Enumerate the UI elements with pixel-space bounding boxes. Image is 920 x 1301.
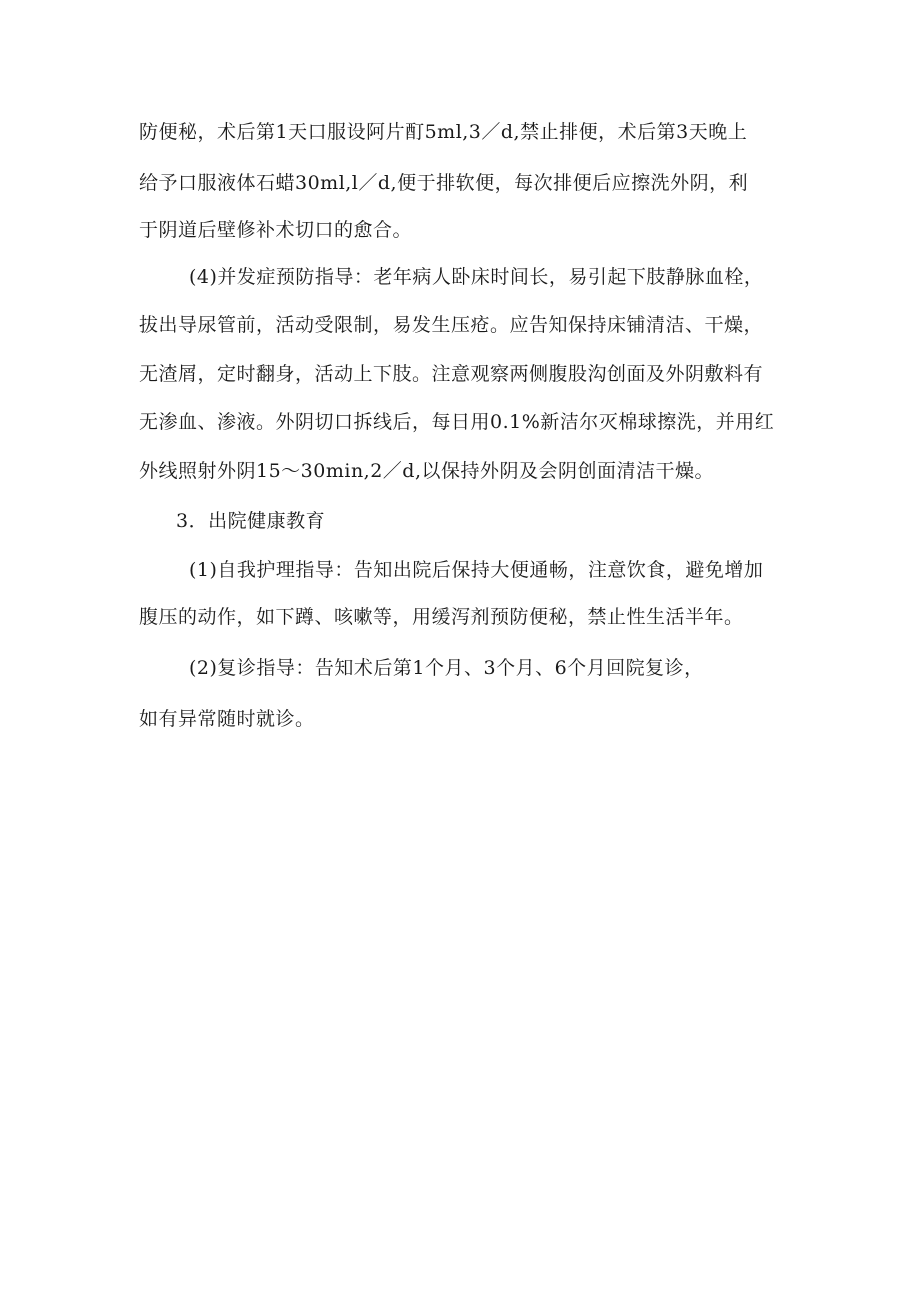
paragraph-line: 无渗血、渗液。外阴切口拆线后，每日用0.1%新洁尔灭棉球擦洗，并用红 bbox=[139, 411, 775, 433]
paragraph-line: 于阴道后壁修补术切口的愈合。 bbox=[139, 219, 413, 241]
paragraph-line: (2)复诊指导：告知术后第1个月、3个月、6个月回院复诊， bbox=[189, 657, 704, 679]
paragraph-line: 防便秘，术后第1天口服设阿片酊5ml,3／d,禁止排便，术后第3天晚上 bbox=[139, 121, 748, 143]
paragraph-line: (1)自我护理指导：告知出院后保持大便通畅，注意饮食，避免增加 bbox=[189, 559, 764, 581]
paragraph-line: 无渣屑，定时翻身，活动上下肢。注意观察两侧腹股沟创面及外阴敷料有 bbox=[139, 363, 764, 385]
paragraph-line: 给予口服液体石蜡30ml,l／d,便于排软便，每次排便后应擦洗外阴，利 bbox=[139, 172, 749, 194]
paragraph-line: 外线照射外阴15～30min,2／d,以保持外阴及会阴创面清洁干燥。 bbox=[139, 460, 715, 482]
paragraph-line: 如有异常随时就诊。 bbox=[139, 708, 315, 730]
paragraph-line: (4)并发症预防指导：老年病人卧床时间长，易引起下肢静脉血栓， bbox=[189, 266, 764, 288]
section-heading: 3．出院健康教育 bbox=[176, 510, 326, 532]
paragraph-line: 腹压的动作，如下蹲、咳嗽等，用缓泻剂预防便秘，禁止性生活半年。 bbox=[139, 606, 744, 628]
paragraph-line: 拔出导尿管前，活动受限制，易发生压疮。应告知保持床铺清洁、干燥， bbox=[139, 314, 764, 336]
